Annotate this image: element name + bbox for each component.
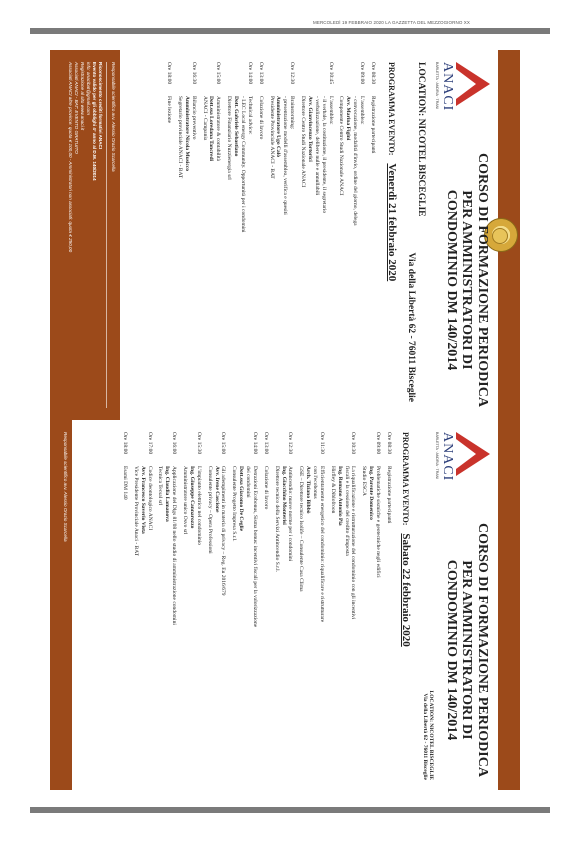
slot-lines — [231, 466, 259, 782]
speaker-name: Avv. Marina Figini — [345, 96, 352, 141]
slot-text: Amministratore unico Osvo srl — [182, 466, 189, 535]
slot-time: Ore 10:30 — [350, 432, 357, 455]
schedule-slot — [262, 432, 269, 782]
location-block — [406, 62, 426, 412]
slot-lines — [268, 96, 296, 412]
footer-line: info: anacibat@gmail.com — [85, 62, 91, 115]
schedule-slot — [299, 62, 333, 412]
speaker-name: Ing. Parente Domenico — [368, 466, 375, 520]
slot-text: Gli adempimenti in materia di privacy – Reg. Eu 2016/679 — [220, 466, 227, 596]
program-label: PROGRAMMA EVENTO: — [387, 62, 396, 156]
slot-time: Ore 16:30 — [190, 62, 197, 85]
course-title: CORSO DI FORMAZIONE PERIODICA PER AMMINISTRATORI DI CONDOMINIO DM 140/2014 — [443, 523, 490, 777]
footer-box — [50, 420, 72, 790]
slot-lines — [361, 466, 382, 782]
poster-day-2 — [50, 420, 520, 790]
speaker-name: Amministratore Nicola Musicco — [183, 96, 190, 172]
speaker-name: Avv. Irene Cascione — [213, 466, 220, 513]
schedule-slot — [201, 62, 222, 412]
slot-text: Studio ESCA — [361, 466, 368, 496]
speaker-name: Avv. Francesco Saverio Vista — [139, 466, 146, 534]
speaker-name: Avv. Gianvincenzo Tortorici — [307, 96, 313, 162]
speaker-name: Dott. Gabriele Sebastiano — [233, 96, 240, 157]
slot-text: Bilancio preventivo — [190, 96, 197, 140]
footer-box — [50, 50, 120, 420]
speaker-name: Ing. Giuseppe Cannarozzo — [189, 466, 195, 529]
anaci-logo — [434, 432, 490, 512]
slot-time: Ore 14:00 — [246, 62, 253, 85]
slot-lines — [206, 466, 227, 782]
slot-text: Technical advice: — [246, 96, 253, 135]
schedule-slot — [361, 432, 382, 782]
location-name: LOCATION: NICOTEL BISCEGLIE — [416, 62, 426, 217]
slot-lines — [201, 96, 222, 412]
slot-time: Ore 08:30 — [370, 62, 376, 85]
slot-time: Ore 13:00 — [257, 62, 264, 85]
slot-text: GSE – Direttore tecnico Isolife – Consulente Casa Clima — [298, 466, 305, 592]
speaker-name: Ing. Claudia Lamanova — [164, 466, 171, 522]
location-address: Via della Libertà 62 - 76011 Bisceglie — [406, 252, 416, 402]
slot-time: Ore 15:00 — [215, 62, 222, 85]
schedule-slot — [176, 62, 197, 412]
slot-text: L'assemblea: — [359, 96, 366, 125]
schedule-slot — [257, 62, 264, 412]
logo-subtitle: BARLETTA · ANDRIA · TRANI — [435, 62, 439, 110]
slot-text: Vice Presidente Provinciale Anaci - BAT — [132, 466, 139, 556]
slot-time: Ore 08:30 — [386, 432, 392, 455]
slot-text: Tecnica Tecsal srl — [157, 466, 164, 506]
program-heading — [400, 432, 412, 782]
slot-time: Ore 12:30 — [287, 432, 294, 455]
slot-text: Direttore tecnico della Servizi Antincendio S.r.l. — [273, 466, 280, 572]
top-band — [498, 420, 520, 790]
location-name: LOCATION: NICOTEL BISCEGLIE — [428, 690, 434, 780]
slot-text: Antincendio: nuove norme per i condomini — [287, 466, 294, 562]
slot-time: Ore 12:30 — [289, 62, 296, 85]
schedule-slot — [157, 432, 178, 782]
slot-time: Ore 16:00 — [171, 432, 178, 455]
slot-text: Esami DM 140 — [122, 466, 128, 500]
schedule-slot — [273, 432, 294, 782]
footer-line: Riconoscimento crediti formativi ANACI — [97, 62, 103, 150]
slot-text: con l'ecobonus — [312, 466, 319, 499]
slot-text: La riqualificazione e ristrutturazione del condominio con gli incentivi — [350, 466, 357, 620]
poster — [50, 50, 520, 790]
schedule-slot — [338, 62, 366, 412]
slot-lines — [181, 466, 202, 782]
slot-lines — [262, 466, 269, 782]
poster-day-1 — [50, 50, 520, 420]
slot-text: ANACI - Campania — [201, 96, 208, 141]
slot-text: Colazione di lavoro — [262, 466, 269, 510]
slot-text: Hirfley & Diblofroon — [329, 466, 336, 514]
schedule-slot — [121, 432, 128, 782]
slot-lines — [176, 96, 197, 412]
speaker-name: Arch. Tiziano Bibbò — [305, 466, 312, 514]
slot-time: Ore 18:00 — [166, 62, 173, 85]
slot-lines — [157, 466, 178, 782]
slot-time: Ore 11:30 — [319, 432, 325, 454]
slot-text: Amministratore & contabilità — [215, 96, 222, 162]
schedule-slot — [231, 432, 259, 782]
location-block — [422, 610, 434, 780]
program-date: Sabato 22 febbraio 2020 — [400, 533, 412, 647]
slot-text: Segretario provinciale ANACI - BAT — [177, 96, 183, 179]
location-address: Via della Libertà 62 - 76011 Bisceglie — [422, 693, 428, 780]
footer-bar — [30, 807, 550, 813]
schedule — [161, 62, 376, 412]
schedule-slot — [298, 432, 326, 782]
schedule-slot — [385, 432, 392, 782]
slot-text: Direttore Finanziario Nuzzienergia srl — [226, 96, 233, 180]
slot-lines — [225, 96, 253, 412]
slot-text: - il verbale, la costituzione, il presidente, il segretario — [320, 96, 327, 214]
slot-text: Efficientamento energetico del condominio: riqualificare e ristrutturare — [319, 466, 325, 623]
slot-text: - presentazione modelli d'assemblea, verifica e quesiti — [282, 96, 289, 215]
speaker-name: Ing. Romano Antonio Pia — [336, 466, 343, 526]
slot-time: Ore 09:00 — [359, 62, 366, 85]
program-label: PROGRAMMA EVENTO: — [401, 432, 410, 526]
slot-lines — [298, 466, 326, 782]
slot-text: Detrazioni Ecobonus, Sisma bonus: incentivi fiscali per la valorizzazione — [252, 466, 258, 628]
header-bar — [30, 28, 550, 34]
slot-lines — [369, 96, 376, 412]
speaker-name: Ing. Giacchino Monterisi — [280, 466, 287, 525]
footer-line: Responsabile scientifico avv. Alessio Orazio Scarcella — [111, 62, 116, 172]
footer-line: Associati ANACI - BAT: EVENTO GRATUITO — [73, 62, 79, 154]
slot-lines — [273, 466, 294, 782]
speaker-name: Dott.ssa Loredana Tancredi — [208, 96, 215, 162]
slot-text: Direttore Centro Studi Nazionale ANACI — [300, 96, 307, 188]
page-header — [0, 0, 580, 36]
footer-divider — [106, 62, 107, 408]
program-date: Venerdì 21 febbraio 2020 — [386, 163, 398, 282]
slot-text: Problematiche sismiche e geotecniche negli edifici — [375, 466, 382, 578]
slot-time: Ore 15:30 — [195, 432, 202, 455]
slot-text: Codice deontologico ANACI — [146, 466, 153, 531]
schedule-slot — [329, 432, 357, 782]
slot-time: Ore 13:00 — [262, 432, 269, 455]
slot-text: dei condomini — [245, 466, 252, 498]
slot-time: Ore 10:45 — [327, 62, 334, 85]
slot-text: Consulente Progetto Impresa S.r.l. — [231, 466, 238, 542]
schedule-slot — [165, 62, 172, 412]
logo-subtitle: BARLETTA · ANDRIA · TRANI — [435, 432, 439, 480]
course-title: CORSO DI FORMAZIONE PERIODICA PER AMMINISTRATORI DI CONDOMINIO DM 140/2014 — [443, 153, 490, 407]
schedule — [117, 432, 392, 782]
schedule-slot — [369, 62, 376, 412]
schedule-slot — [132, 432, 153, 782]
slot-text: Brainstorming: — [289, 96, 296, 130]
footer-line: Registrazione al sito www.anaci.it — [79, 62, 85, 131]
slot-lines — [385, 466, 392, 782]
slot-text: L'impianto elettrico nel condominio — [195, 466, 202, 546]
anaci-logo — [434, 62, 490, 142]
program-heading — [386, 62, 398, 412]
slot-text: Fine lezione — [166, 96, 173, 124]
slot-lines — [299, 96, 333, 412]
slot-lines — [121, 466, 128, 782]
slot-text: Registrazione partecipanti — [386, 466, 392, 524]
slot-time: Ore 09:00 — [375, 432, 382, 455]
schedule-slot — [181, 432, 202, 782]
slot-text: - verbalizzazione, delibere nulle e annullabili — [313, 96, 320, 196]
slot-lines — [132, 466, 153, 782]
slot-text: Consulente privacy – Opera Professioni — [206, 466, 213, 554]
schedule-slot — [268, 62, 296, 412]
slot-text: Colazione di lavoro — [257, 96, 264, 140]
slot-text: - convocazione, modalità d'invio, ordine del giorno, delega — [352, 96, 359, 226]
speaker-name: Dott.ssa Giacomo De Ceglie — [238, 466, 245, 532]
slot-lines — [329, 466, 357, 782]
logo-name: ANACI — [440, 62, 455, 112]
slot-lines — [338, 96, 366, 412]
slot-time: Ore 17:00 — [146, 432, 153, 455]
slot-text: Componente Centro Studi Nazionale ANACI — [338, 96, 345, 196]
footer-line: Associati ANACI altre province: quota € 100,00 - Amministratori non associati: quota € 250,00 — [67, 62, 73, 253]
slot-text: fiscali e la cessione del credito d'imposta — [343, 466, 350, 556]
slot-time: Ore 15:00 — [220, 432, 227, 455]
slot-lines — [165, 96, 172, 412]
speaker-name: Amministratore Ugo Calò — [275, 96, 282, 157]
slot-time: Ore 18:00 — [122, 432, 128, 455]
header-text: MERCOLEDÌ 19 FEBBRAIO 2020 LA GAZZETTA DEL MEZZOGIORNO XX — [313, 20, 470, 25]
slot-time: Ore 14:00 — [252, 432, 258, 455]
schedule-slot — [225, 62, 253, 412]
logo-name: ANACI — [440, 432, 455, 482]
slot-text: Registrazione partecipanti — [370, 96, 376, 154]
schedule-slot — [206, 432, 227, 782]
slot-text: Presidente Provinciale ANACI - BAT — [268, 96, 275, 179]
slot-text: - LEC Local energy Community. Opportunità per i condomini — [240, 96, 246, 233]
slot-lines — [257, 96, 264, 412]
slot-text: Applicazione del Dlgs 81/08 nello studio di amministrazione condomini — [171, 466, 178, 625]
footer-line: Evento valido per gli obblighi 4° anno al D.M. 140/2014 — [91, 62, 97, 181]
footer-line: Responsabile scientifico avv. Alessio Orazio Scarcella — [63, 432, 68, 542]
slot-text: L'assemblea: — [327, 96, 334, 125]
